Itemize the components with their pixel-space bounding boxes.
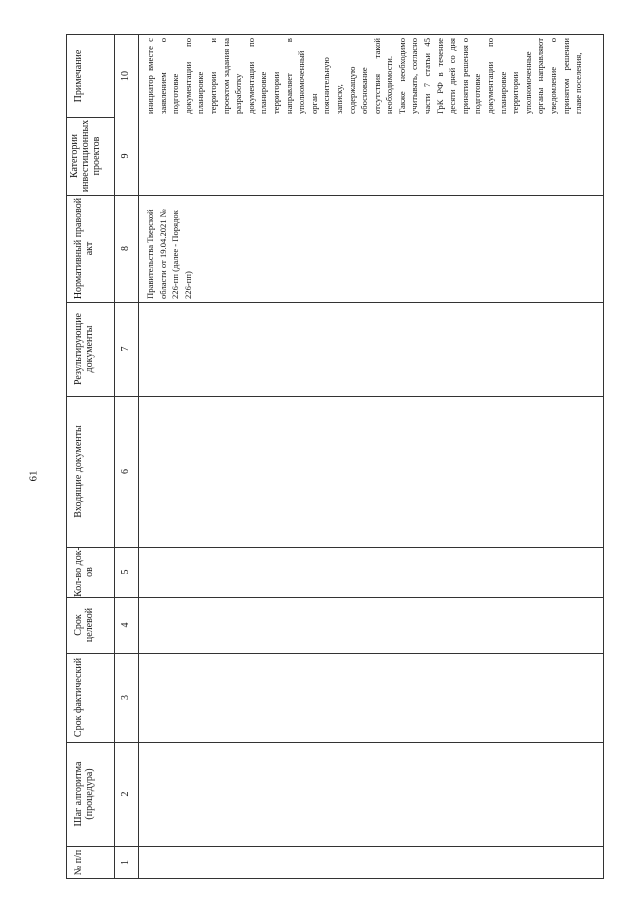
note-paragraph-1: инициатор вместе с заявлением о подготовке документации по планировке территории и проектом задания на разработку документации по планировке территории направляет в уполномоченный орган пояснительную записку, содержащую обоснование отсутствия такой необходимости. [145, 38, 395, 114]
column-number: 1 [120, 860, 131, 865]
column-number: 6 [120, 469, 131, 474]
column-divider [66, 742, 604, 743]
header-col-8: Нормативный правовой акт [73, 197, 95, 300]
note-cell [144, 35, 604, 117]
normative-act-cell [144, 195, 204, 302]
column-number: 5 [120, 569, 131, 575]
column-number: 7 [120, 346, 131, 352]
column-number: 2 [120, 791, 131, 797]
column-divider [66, 302, 604, 303]
header-col-6: Входящие документы [73, 425, 84, 518]
header-row-divider [114, 34, 115, 879]
column-number: 9 [120, 153, 131, 159]
page-number [27, 470, 39, 484]
column-divider [66, 653, 604, 654]
header-col-10: Примечание [73, 49, 84, 103]
process-table [66, 34, 604, 879]
number-row-divider [138, 34, 139, 879]
column-divider [66, 597, 604, 598]
normative-act-text: Правительства Тверской области от 19.04.2021 № 226-пп (далее - Порядок 226-пп) [145, 209, 193, 299]
note-paragraph-2: Также необходимо учитывать, согласно части 7 статьи 45 ГрК РФ в течение десяти дней со дня принятия решения о подготовке документации по планировке территории уполномоченные органы направляют уведомление о принятом решении главе поселения, [396, 38, 584, 114]
column-number: 3 [120, 695, 131, 700]
header-col-4: Срок целевой [73, 607, 95, 643]
header-col-1: № п/п [73, 849, 84, 876]
column-number: 4 [120, 622, 131, 628]
header-col-9: Категории инвестиционных проектов [69, 119, 102, 193]
column-divider [66, 846, 604, 847]
header-col-3: Срок фактический [73, 657, 84, 738]
header-col-7: Результирующие документы [73, 313, 95, 386]
column-divider [66, 396, 604, 397]
header-col-5: Кол-во док-ов [73, 547, 95, 597]
page-number-text: 61 [27, 470, 39, 482]
column-number: 8 [120, 246, 131, 251]
header-col-2: Шаг алгоритма (процедура) [73, 761, 95, 827]
column-divider [66, 547, 604, 548]
column-number: 10 [120, 71, 131, 81]
